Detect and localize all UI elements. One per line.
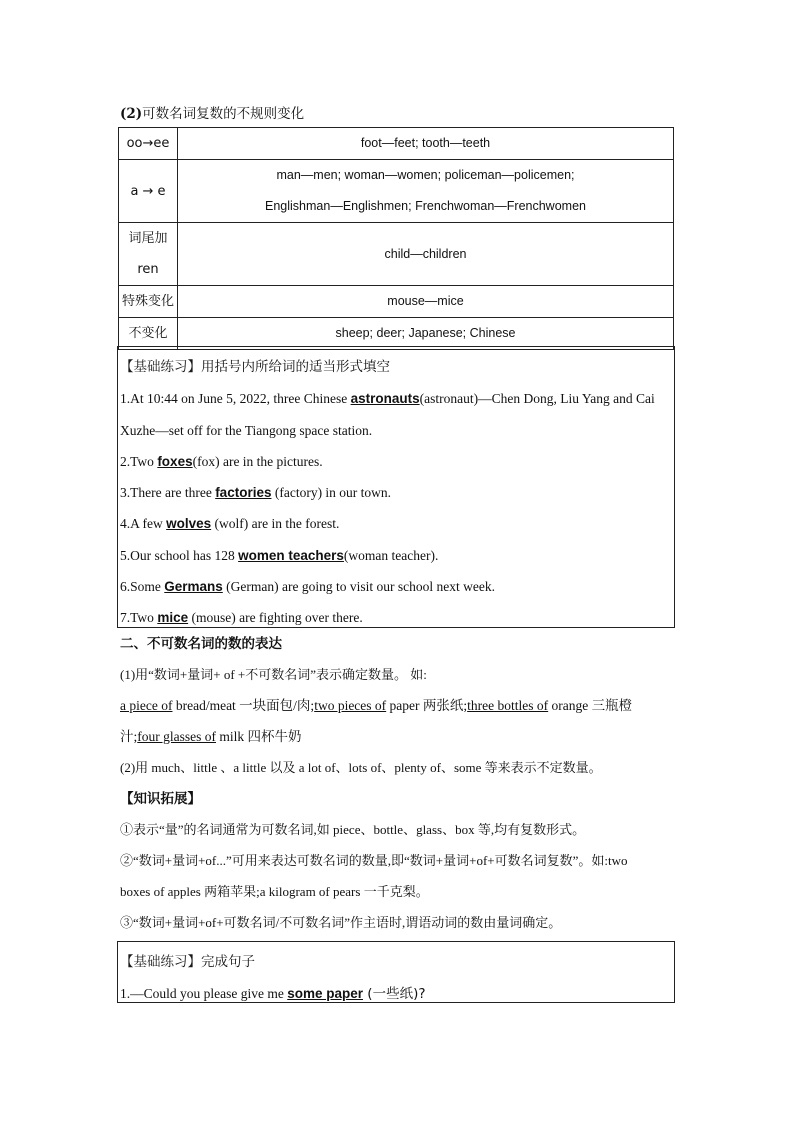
irregular-plural-table	[118, 127, 674, 350]
answer: women teachers	[238, 547, 344, 563]
exercise-item: 2.Two foxes(fox) are in the pictures.	[120, 453, 323, 469]
table-row	[119, 318, 674, 350]
rule-cell: a → e	[119, 160, 178, 223]
exercise-item: 1.—Could you please give me some paper (一些纸)?	[120, 986, 426, 1003]
examples-cell: foot—feet; tooth—teeth	[178, 128, 674, 160]
rule-cell: oo→ee	[119, 128, 178, 160]
table-row	[119, 223, 674, 286]
answer: some paper	[287, 986, 364, 1002]
answer: Germans	[164, 579, 223, 595]
section-2-title: 二、不可数名词的数的表达	[120, 636, 282, 652]
rule-cell: 不变化	[119, 318, 178, 350]
extension-point-1: ①表示“量”的名词通常为可数名词,如 piece、bottle、glass、box 等,均有复数形式。	[120, 822, 586, 837]
exercise-header: 【基础练习】用括号内所给词的适当形式填空	[120, 359, 390, 375]
table-row	[119, 286, 674, 318]
rule-cell: 特殊变化	[119, 286, 178, 318]
exercise-item: 4.A few wolves (wolf) are in the forest.	[120, 516, 340, 532]
exercise-header: 【基础练习】完成句子	[120, 954, 255, 970]
exercise-item: 1.At 10:44 on June 5, 2022, three Chinese astronauts(astronaut)—Chen Dong, Liu Yang and Cai	[120, 391, 655, 407]
exercise-box-1	[117, 346, 675, 628]
table-row	[119, 160, 674, 223]
examples-cell: man—men; woman—women; policeman—policemen; Englishman—Englishmen; Frenchwoman—Frenchwomen	[178, 160, 674, 223]
exercise-item: Xuzhe—set off for the Tiangong space station.	[120, 422, 373, 438]
exercise-item: 5.Our school has 128 women teachers(woman teacher).	[120, 547, 439, 563]
examples-cell: sheep; deer; Japanese; Chinese	[178, 318, 674, 350]
answer: astronauts	[350, 391, 420, 407]
table-row	[119, 128, 674, 160]
paragraph-2: a piece of bread/meat 一块面包/肉;two pieces of paper 两张纸;three bottles of orange 三瓶橙	[120, 698, 633, 713]
section-heading: (2)可数名词复数的不规则变化	[120, 106, 305, 122]
rule-cell: 词尾加 ren	[119, 223, 178, 286]
answer: factories	[215, 485, 272, 501]
knowledge-extension-title: 【知识拓展】	[120, 791, 201, 807]
paragraph-1: (1)用“数词+量词+ of +不可数名词”表示确定数量。 如:	[120, 667, 427, 682]
answer: wolves	[166, 516, 212, 532]
exercise-item: 6.Some Germans (German) are going to visit our school next week.	[120, 579, 495, 595]
examples-cell: child—children	[178, 223, 674, 286]
exercise-item: 7.Two mice (mouse) are fighting over there.	[120, 610, 363, 626]
answer: mice	[157, 610, 189, 626]
extension-point-2a: ②“数词+量词+of...”可用来表达可数名词的数量,即“数词+量词+of+可数名词复数”。如:two	[120, 853, 628, 868]
exercise-item: 3.There are three factories (factory) in our town.	[120, 485, 392, 501]
exercise-box-2	[117, 941, 675, 1003]
answer: foxes	[157, 453, 193, 469]
paragraph-3: 汁;four glasses of milk 四杯牛奶	[120, 729, 302, 744]
examples-cell: mouse—mice	[178, 286, 674, 318]
paragraph-4: (2)用 much、little 、a little 以及 a lot of、lots of、plenty of、some 等来表示不定数量。	[120, 760, 602, 775]
extension-point-2b: boxes of apples 两箱苹果;a kilogram of pears 一千克梨。	[120, 884, 429, 899]
extension-point-3: ③“数词+量词+of+可数名词/不可数名词”作主语时,谓语动词的数由量词确定。	[120, 915, 562, 930]
